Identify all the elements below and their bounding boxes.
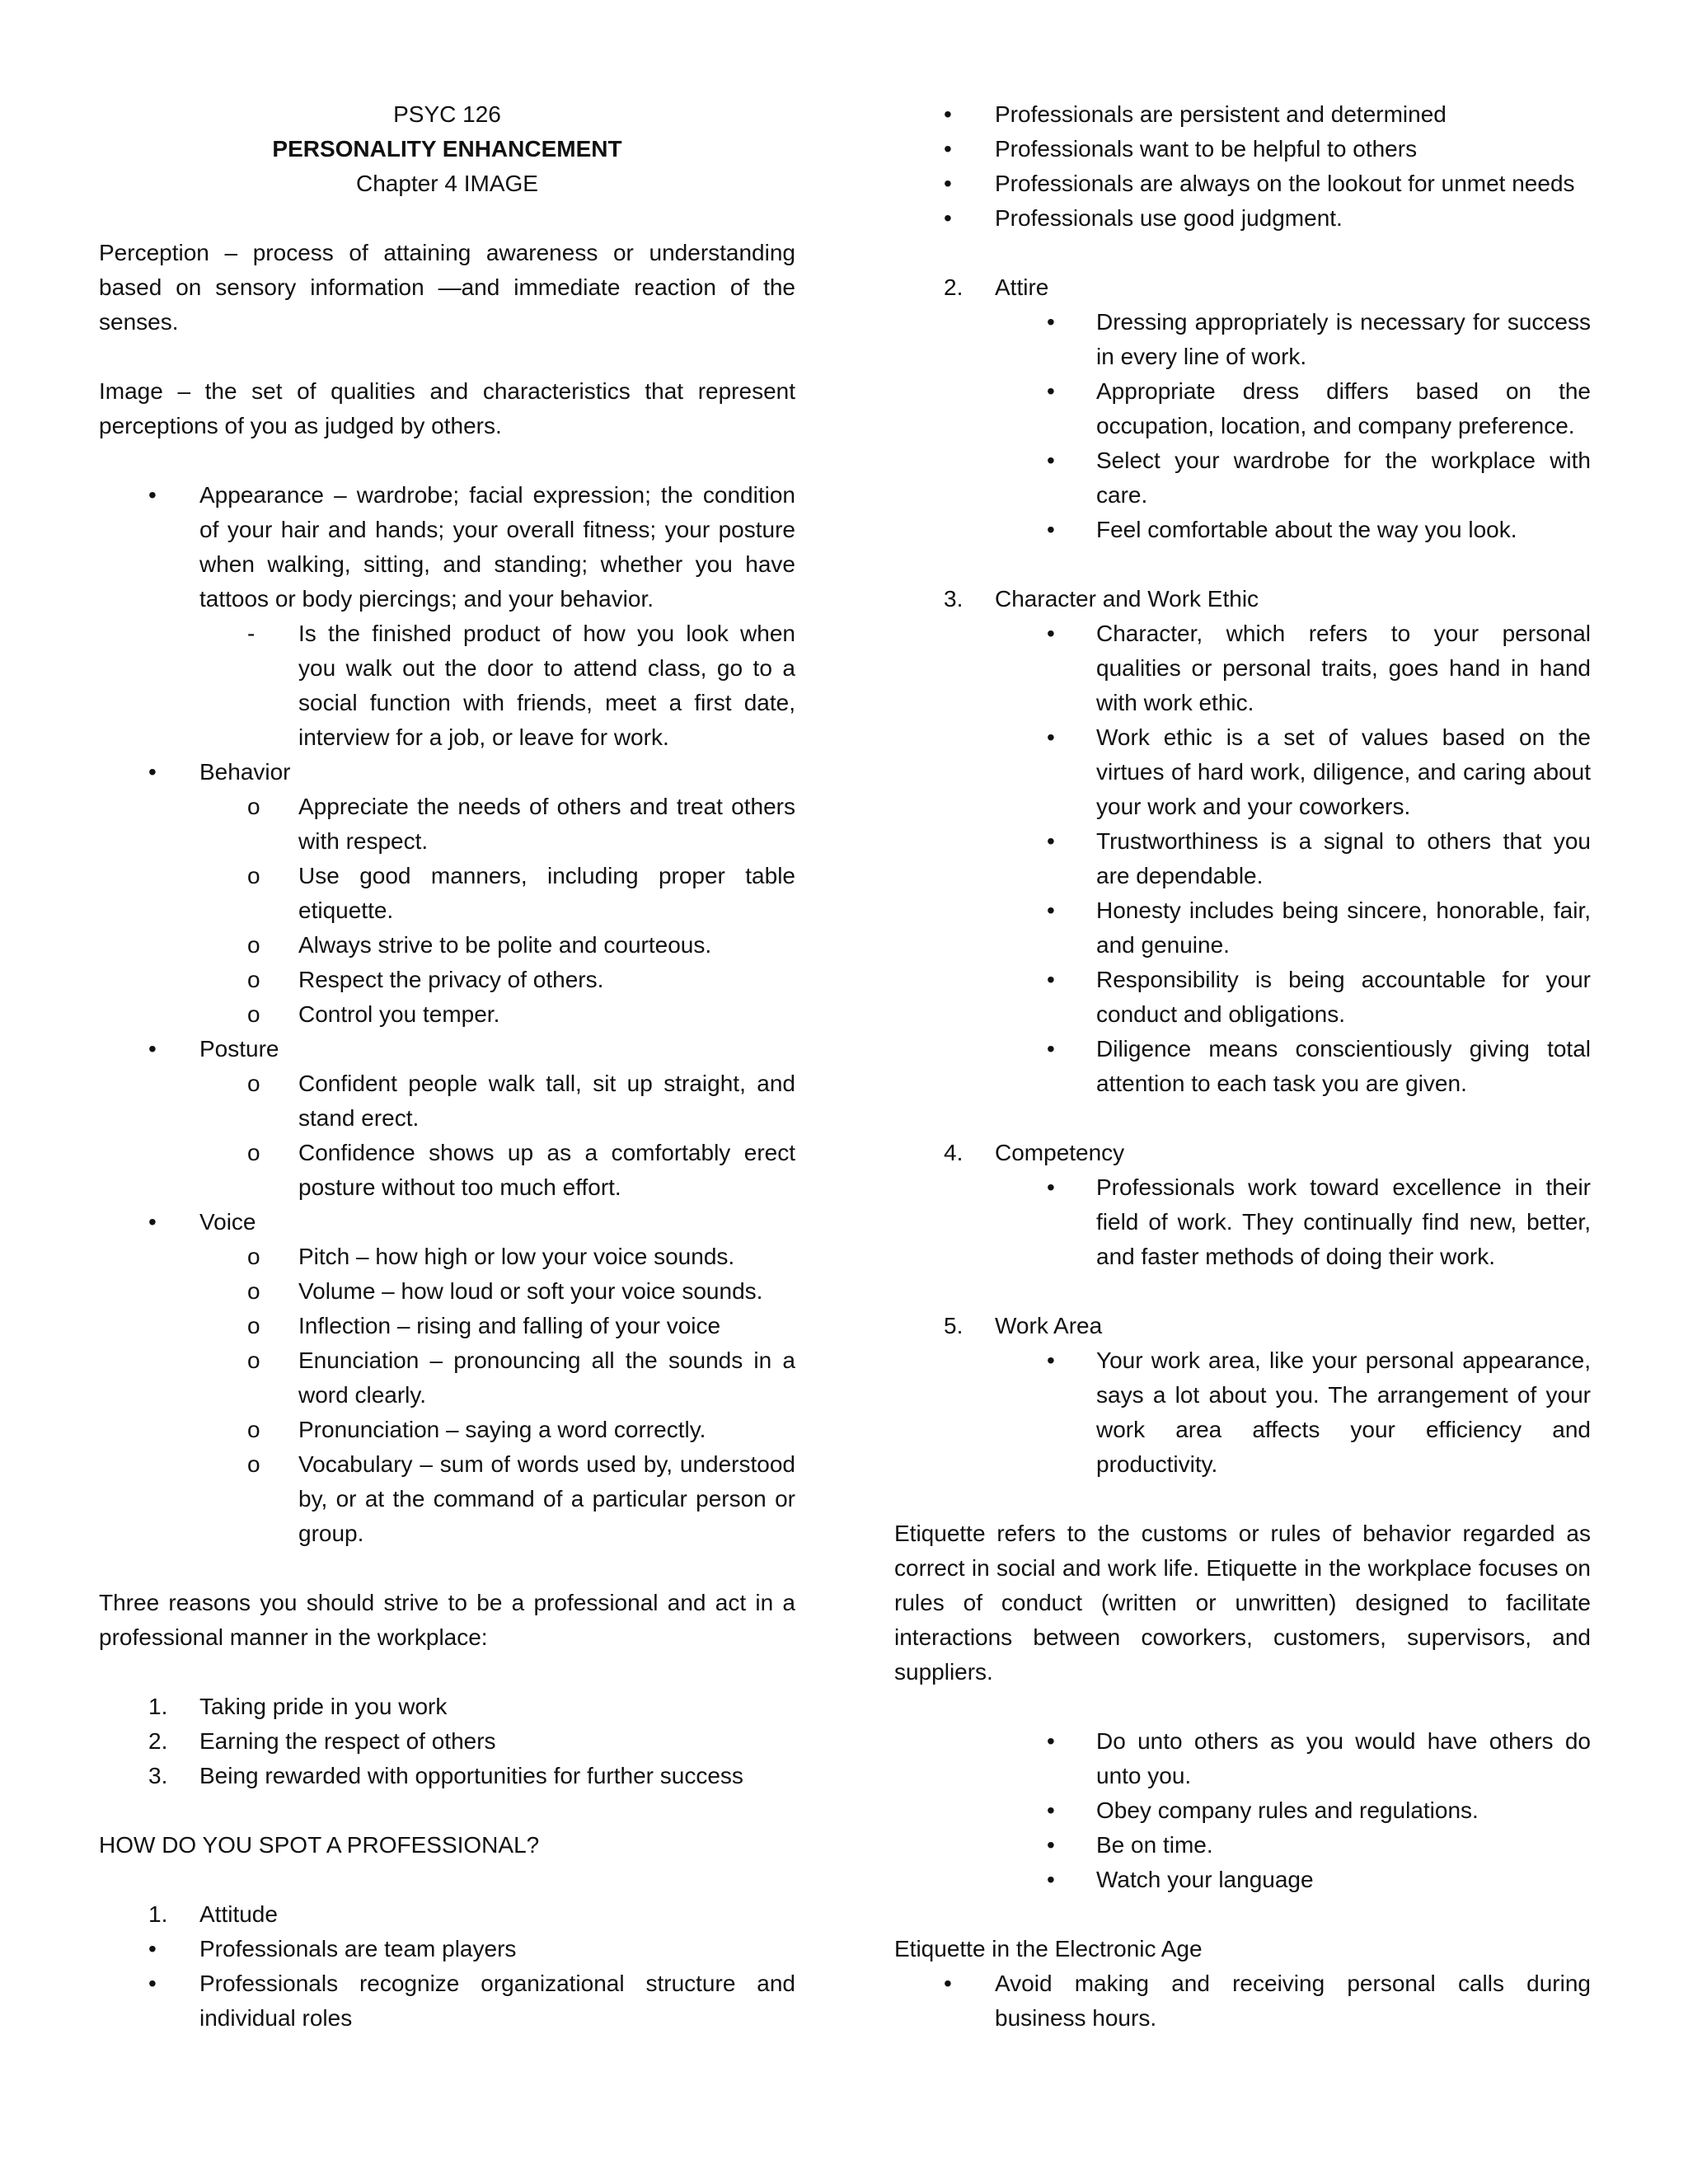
numbered-item: 1. Taking pride in you work [99, 1690, 795, 1724]
bullet-marker: • [1047, 1036, 1055, 1062]
circle-marker: o [247, 1001, 260, 1027]
circle-marker: o [247, 932, 260, 958]
number-marker: 1. [148, 1694, 168, 1719]
circle-marker: o [247, 1451, 260, 1477]
circle-marker: o [247, 1278, 260, 1304]
list-item: • Dressing appropriately is necessary for success in every line of work. [894, 305, 1591, 374]
circle-marker: o [247, 794, 260, 819]
number-marker: 3. [944, 586, 964, 612]
list-item: • Diligence means conscientiously giving total attention to each task you are given. [894, 1032, 1591, 1101]
list-item: • Professionals are always on the lookout for unmet needs [894, 166, 1591, 201]
bullet-marker: • [1047, 448, 1055, 473]
list-item: o Enunciation – pronouncing all the sounds in a word clearly. [99, 1343, 795, 1413]
numbered-item-character: 3. Character and Work Ethic [894, 582, 1591, 616]
bullet-marker: • [1047, 1174, 1055, 1200]
list-item: o Respect the privacy of others. [99, 963, 795, 997]
numbered-item-competency: 4. Competency [894, 1136, 1591, 1170]
list-item: • Professionals want to be helpful to others [894, 132, 1591, 166]
list-item: o Confident people walk tall, sit up straight, and stand erect. [99, 1066, 795, 1136]
bullet-marker: • [1047, 621, 1055, 646]
bullet-marker: • [148, 1936, 157, 1961]
list-item: • Select your wardrobe for the workplace with care. [894, 443, 1591, 513]
list-item: • Trustworthiness is a signal to others that you are dependable. [894, 824, 1591, 893]
circle-marker: o [247, 1244, 260, 1269]
list-item: o Confidence shows up as a comfortably erect posture without too much effort. [99, 1136, 795, 1205]
left-column [99, 97, 795, 2036]
list-item-appearance-detail: - Is the finished product of how you look when you walk out the door to attend class, go to a social function with friends, meet a first date, interview for a job, or leave for work. [99, 616, 795, 755]
dash-marker: - [247, 621, 256, 646]
list-item: o Vocabulary – sum of words used by, understood by, or at the command of a particular person or group. [99, 1447, 795, 1551]
numbered-item: 2. Earning the respect of others [99, 1724, 795, 1759]
chapter-title: Chapter 4 IMAGE [356, 171, 538, 196]
numbered-item-attire: 2. Attire [894, 270, 1591, 305]
bullet-marker: • [944, 101, 952, 127]
bullet-marker: • [1047, 967, 1055, 992]
bullet-marker: • [944, 136, 952, 162]
list-item-behavior: • Behavior [99, 755, 795, 790]
list-item: o Inflection – rising and falling of your voice [99, 1309, 795, 1343]
list-item: o Pitch – how high or low your voice sounds. [99, 1240, 795, 1274]
section-heading: HOW DO YOU SPOT A PROFESSIONAL? [99, 1832, 540, 1858]
list-item: • Feel comfortable about the way you look. [894, 513, 1591, 547]
list-item-posture: • Posture [99, 1032, 795, 1066]
list-item: o Pronunciation – saying a word correctly. [99, 1413, 795, 1447]
list-item: • Professionals are team players [99, 1932, 795, 1966]
list-item: • Professionals recognize organizational structure and individual roles [99, 1966, 795, 2036]
list-item: o Volume – how loud or soft your voice sounds. [99, 1274, 795, 1309]
perception-definition: Perception – process of attaining awareness or understanding based on sensory information —and immediate reaction of the senses. [99, 240, 795, 335]
list-item: • Your work area, like your personal appearance, says a lot about you. The arrangement of your work area affects your efficiency and productivity. [894, 1343, 1591, 1482]
list-item: o Always strive to be polite and courteous. [99, 928, 795, 963]
list-item: o Use good manners, including proper table etiquette. [99, 859, 795, 928]
circle-marker: o [247, 1417, 260, 1442]
course-code: PSYC 126 [393, 101, 501, 127]
list-item: • Character, which refers to your personal qualities or personal traits, goes hand in hand with work ethic. [894, 616, 1591, 720]
numbered-item: 3. Being rewarded with opportunities for further success [99, 1759, 795, 1793]
bullet-marker: • [1047, 898, 1055, 923]
bullet-marker: • [148, 482, 157, 508]
bullet-marker: • [1047, 828, 1055, 854]
list-item: • Professionals work toward excellence in their field of work. They continually find new, better, and faster methods of doing their work. [894, 1170, 1591, 1274]
list-item: • Obey company rules and regulations. [894, 1793, 1591, 1828]
list-item: • Watch your language [894, 1863, 1591, 1897]
list-item-voice: • Voice [99, 1205, 795, 1240]
number-marker: 3. [148, 1763, 168, 1788]
circle-marker: o [247, 1140, 260, 1165]
number-marker: 4. [944, 1140, 964, 1165]
circle-marker: o [247, 967, 260, 992]
number-marker: 1. [148, 1901, 168, 1927]
list-item: • Avoid making and receiving personal calls during business hours. [894, 1966, 1591, 2036]
bullet-marker: • [1047, 517, 1055, 542]
bullet-marker: • [148, 759, 157, 785]
circle-marker: o [247, 1071, 260, 1096]
bullet-marker: • [1047, 724, 1055, 750]
list-item-appearance: • Appearance – wardrobe; facial expression; the condition of your hair and hands; your overall fitness; your posture when walking, sitting, and standing; whether you have tattoos or body piercings; and your behavior. [99, 478, 795, 616]
bullet-marker: • [1047, 1797, 1055, 1823]
number-marker: 2. [148, 1728, 168, 1754]
numbered-item-work-area: 5. Work Area [894, 1309, 1591, 1343]
list-item: • Professionals use good judgment. [894, 201, 1591, 236]
reasons-intro: Three reasons you should strive to be a professional and act in a professional manner in the workplace: [99, 1590, 795, 1650]
circle-marker: o [247, 863, 260, 888]
bullet-marker: • [1047, 1867, 1055, 1892]
circle-marker: o [247, 1347, 260, 1373]
bullet-marker: • [1047, 1347, 1055, 1373]
numbered-item-attitude: 1. Attitude [99, 1897, 795, 1932]
bullet-marker: • [944, 1971, 952, 1996]
list-item: o Control you temper. [99, 997, 795, 1032]
bullet-marker: • [1047, 1728, 1055, 1754]
section-heading: Etiquette in the Electronic Age [894, 1936, 1203, 1961]
bullet-marker: • [148, 1036, 157, 1062]
page-title: PERSONALITY ENHANCEMENT [272, 136, 622, 162]
bullet-marker: • [1047, 1832, 1055, 1858]
bullet-marker: • [1047, 378, 1055, 404]
list-item: o Appreciate the needs of others and treat others with respect. [99, 790, 795, 859]
bullet-marker: • [944, 205, 952, 231]
bullet-marker: • [1047, 309, 1055, 335]
list-item: • Be on time. [894, 1828, 1591, 1863]
list-item: • Responsibility is being accountable for your conduct and obligations. [894, 963, 1591, 1032]
etiquette-definition: Etiquette refers to the customs or rules of behavior regarded as correct in social and work life. Etiquette in the workplace focuses on rules of conduct (written or unwritten) designed to facilitate interactions between coworkers, customers, supervisors, and suppliers. [894, 1521, 1591, 1685]
list-item: • Appropriate dress differs based on the occupation, location, and company preference. [894, 374, 1591, 443]
number-marker: 5. [944, 1313, 964, 1338]
bullet-marker: • [944, 171, 952, 196]
list-item: • Honesty includes being sincere, honorable, fair, and genuine. [894, 893, 1591, 963]
right-column [894, 97, 1591, 2036]
list-item: • Do unto others as you would have others do unto you. [894, 1724, 1591, 1793]
number-marker: 2. [944, 274, 964, 300]
image-definition: Image – the set of qualities and characteristics that represent perceptions of you as judged by others. [99, 378, 795, 438]
list-item: • Professionals are persistent and determined [894, 97, 1591, 132]
bullet-marker: • [148, 1209, 157, 1235]
circle-marker: o [247, 1313, 260, 1338]
bullet-marker: • [148, 1971, 157, 1996]
list-item: • Work ethic is a set of values based on the virtues of hard work, diligence, and caring about your work and your coworkers. [894, 720, 1591, 824]
